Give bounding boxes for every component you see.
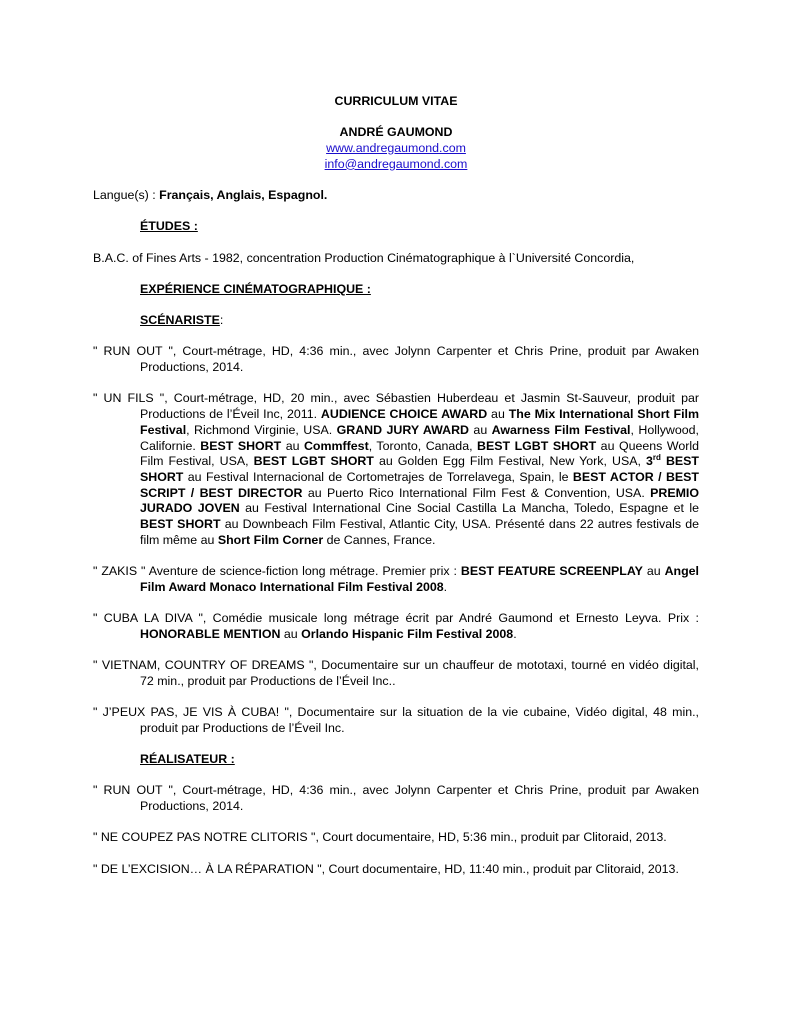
entry-zakis: " ZAKIS " Aventure de science-fiction long métrage. Premier prix : BEST FEATURE SCREENPLAY au Angel Film Award Monaco International Film Festival 2008.: [93, 564, 699, 594]
spacer: [93, 376, 699, 392]
email-link[interactable]: info@andregaumond.com: [324, 156, 468, 171]
spacer: [93, 815, 699, 831]
spacer: [93, 298, 699, 314]
document-title: CURRICULUM VITAE: [334, 94, 458, 108]
spacer: [93, 172, 699, 188]
spacer: [93, 846, 699, 862]
website-link[interactable]: www.andregaumond.com: [326, 141, 466, 155]
entry-run-out-realisateur: " RUN OUT ", Court-métrage, HD, 4:36 min., avec Jolynn Carpenter et Chris Prine, produit par Awaken Productions, 2014.: [93, 783, 699, 814]
spacer: [93, 690, 699, 706]
entry-excision: " DE L’EXCISION… À LA RÉPARATION ", Court documentaire, HD, 11:40 min., produit par Clitoraid, 2013.: [93, 861, 679, 876]
entry-un-fils: " UN FILS ", Court-métrage, HD, 20 min., avec Sébastien Huberdeau et Jasmin St-Sauveur, produit par Productions de l’Éveil Inc, 2011. AUDIENCE CHOICE AWARD au The Mix International Short Film Festival, Richmond Virginie, USA. GRAND JURY AWARD au Awarness Film Festival, Hollywood, Californie. BEST SHORT au Commffest, Toronto, Canada, BEST LGBT SHORT au Queens World Film Festival, USA, BEST LGBT SHORT au Golden Egg Film Festival, New York, USA, 3rd BEST SHORT au Festival Internacional de Cortometrajes de Torrelavega, Spain, le BEST ACTOR / BEST SCRIPT / BEST DIRECTOR au Puerto Rico International Film Fest & Convention, USA. PREMIO JURADO JOVEN au Festival International Cine Social Castilla La Mancha, Toledo, Espagne et le BEST SHORT au Downbeach Film Festival, Atlantic City, USA. Présenté dans 22 autres festivals de film même au Short Film Corner de Cannes, France.: [93, 391, 700, 547]
studies-text: B.A.C. of Fines Arts - 1982, concentration Production Cinématographique à l`Université Concordia,: [93, 250, 635, 265]
spacer: [93, 737, 699, 753]
spacer: [93, 768, 699, 784]
spacer: [93, 110, 699, 126]
spacer: [93, 235, 699, 251]
entry-cuba-la-diva: " CUBA LA DIVA ", Comédie musicale long métrage écrit par André Gaumond et Ernesto Leyva. Prix : HONORABLE MENTION au Orlando Hispanic Film Festival 2008.: [93, 611, 699, 641]
spacer: [93, 596, 699, 612]
author-name: ANDRÉ GAUMOND: [339, 125, 453, 140]
spacer: [93, 549, 699, 565]
studies-heading: ÉTUDES :: [140, 219, 198, 234]
languages-line: [93, 188, 699, 204]
spacer: [93, 204, 699, 220]
spacer: [93, 266, 699, 282]
spacer: [93, 643, 699, 659]
scenariste-heading: SCÉNARISTE:: [140, 313, 224, 328]
entry-ne-coupez: " NE COUPEZ PAS NOTRE CLITORIS ", Court documentaire, HD, 5:36 min., produit par Clitoraid, 2013.: [93, 830, 667, 845]
entry-jpeux-pas: " J’PEUX PAS, JE VIS À CUBA! ", Documentaire sur la situation de la vie cubaine, Vidéo digital, 48 min., produit par Productions de l’Éveil Inc.: [93, 705, 699, 735]
experience-heading: EXPÉRIENCE CINÉMATOGRAPHIQUE :: [140, 281, 371, 296]
languages-label: Langue(s) :: [93, 188, 160, 202]
entry-vietnam: " VIETNAM, COUNTRY OF DREAMS ", Documentaire sur un chauffeur de mototaxi, tourné en vidéo digital, 72 min., produit par Productions de l’Éveil Inc..: [93, 658, 699, 688]
email-line: [93, 157, 699, 173]
entry-run-out-scenariste: " RUN OUT ", Court-métrage, HD, 4:36 min., avec Jolynn Carpenter et Chris Prine, produit par Awaken Productions, 2014.: [93, 344, 699, 375]
languages-value: Français, Anglais, Espagnol.: [159, 188, 328, 202]
cv-page: [93, 94, 699, 877]
realisateur-heading: RÉALISATEUR :: [140, 752, 235, 767]
spacer: [93, 329, 699, 345]
website-line: [93, 141, 699, 157]
